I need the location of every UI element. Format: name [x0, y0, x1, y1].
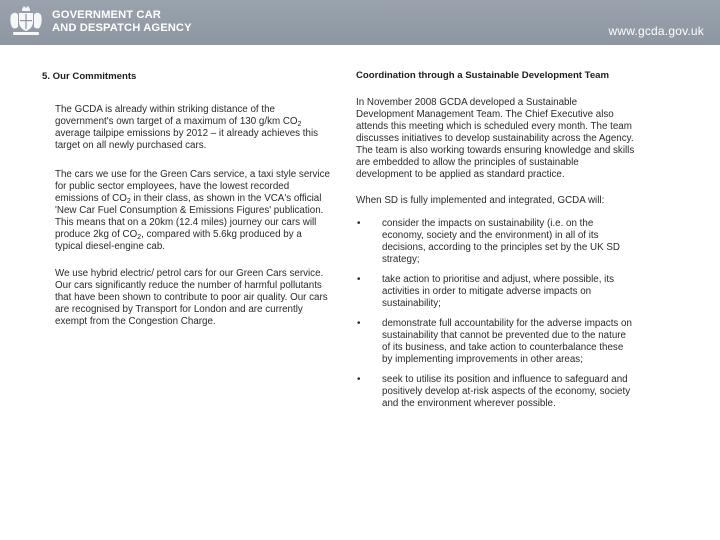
text-run: The GCDA is already within striking distance of the government's own target of a maximum of 130 g/km CO — [55, 104, 298, 127]
bullet-icon: • — [357, 218, 361, 229]
subscript: 2 — [137, 234, 142, 241]
list-item — [356, 274, 632, 310]
left-column — [36, 70, 336, 328]
text-run: The cars we use for the Green Cars service, a taxi style service for public sector employees, have the lowest recorded emissions of CO — [55, 169, 330, 204]
text-run: in their class, as shown in the VCA's official 'New Car Fuel Consumption & Emissions Figures' publication. This means that on a 20km (12.4 miles) journey our cars will produce 2kg of CO — [55, 193, 324, 240]
list-item-text: seek to utilise its position and influence to safeguard and positively develop at-risk aspects of the economy, society and the environment wherever possible. — [382, 374, 631, 409]
bullet-icon: • — [357, 274, 361, 285]
commitments-heading: 5. Our Commitments — [42, 71, 137, 82]
bullet-icon: • — [357, 374, 361, 385]
list-item-text: consider the impacts on sustainability (i.e. on the economy, society and the environment) in all of its decisions, according to the principles set by the UK SD strategy; — [382, 218, 620, 265]
list-item — [356, 318, 632, 366]
paragraph-sd-team: In November 2008 GCDA developed a Sustainable Development Management Team. The Chief Executive also attends this meeting which is scheduled every month. The team discusses initiatives to develop sustainability across the Agency. The team is also working towards ensuring knowledge and skills are embedded to allow the principles of sustainable development to be applied as standard practice. — [356, 97, 635, 180]
sd-commitments-list — [356, 218, 636, 410]
list-item-text: take action to prioritise and adjust, where possible, its activities in order to mitigate adverse impacts on sustainability; — [382, 274, 614, 309]
agency-logo-text — [52, 9, 192, 35]
list-item — [356, 374, 632, 410]
list-item — [356, 218, 632, 266]
paragraph-hybrid-cars: We use hybrid electric/ petrol cars for our Green Cars service. Our cars significantly reduce the number of harmful pollutants that have been shown to contribute to poor air quality. Our cars are recognised by Transport for London and are currently exempt from the Congestion Charge. — [55, 268, 328, 327]
org-name-line1: GOVERNMENT CAR — [52, 9, 161, 21]
text-run: , compared with 5.6kg produced by a typical diesel-engine cab. — [55, 229, 302, 252]
bullet-icon: • — [357, 318, 361, 329]
website-url[interactable]: www.gcda.gov.uk — [608, 24, 704, 38]
org-name-line2: AND DESPATCH AGENCY — [52, 22, 192, 34]
page-header — [0, 0, 720, 45]
sd-team-heading: Coordination through a Sustainable Development Team — [356, 70, 610, 81]
paragraph-emissions-target — [55, 104, 331, 152]
paragraph-sd-intro: When SD is fully implemented and integrated, GCDA will: — [356, 195, 605, 206]
subscript: 2 — [126, 198, 131, 205]
paragraph-green-cars — [55, 169, 331, 253]
text-run: average tailpipe emissions by 2012 – it already achieves this target on all newly purchased cars. — [55, 128, 319, 151]
subscript: 2 — [297, 121, 302, 128]
royal-crest-icon — [8, 5, 44, 39]
right-column — [356, 70, 636, 418]
list-item-text: demonstrate full accountability for the adverse impacts on sustainability that cannot be prevented due to the nature of its business, and take action to counterbalance these by implementing improvements in other areas; — [382, 318, 632, 365]
